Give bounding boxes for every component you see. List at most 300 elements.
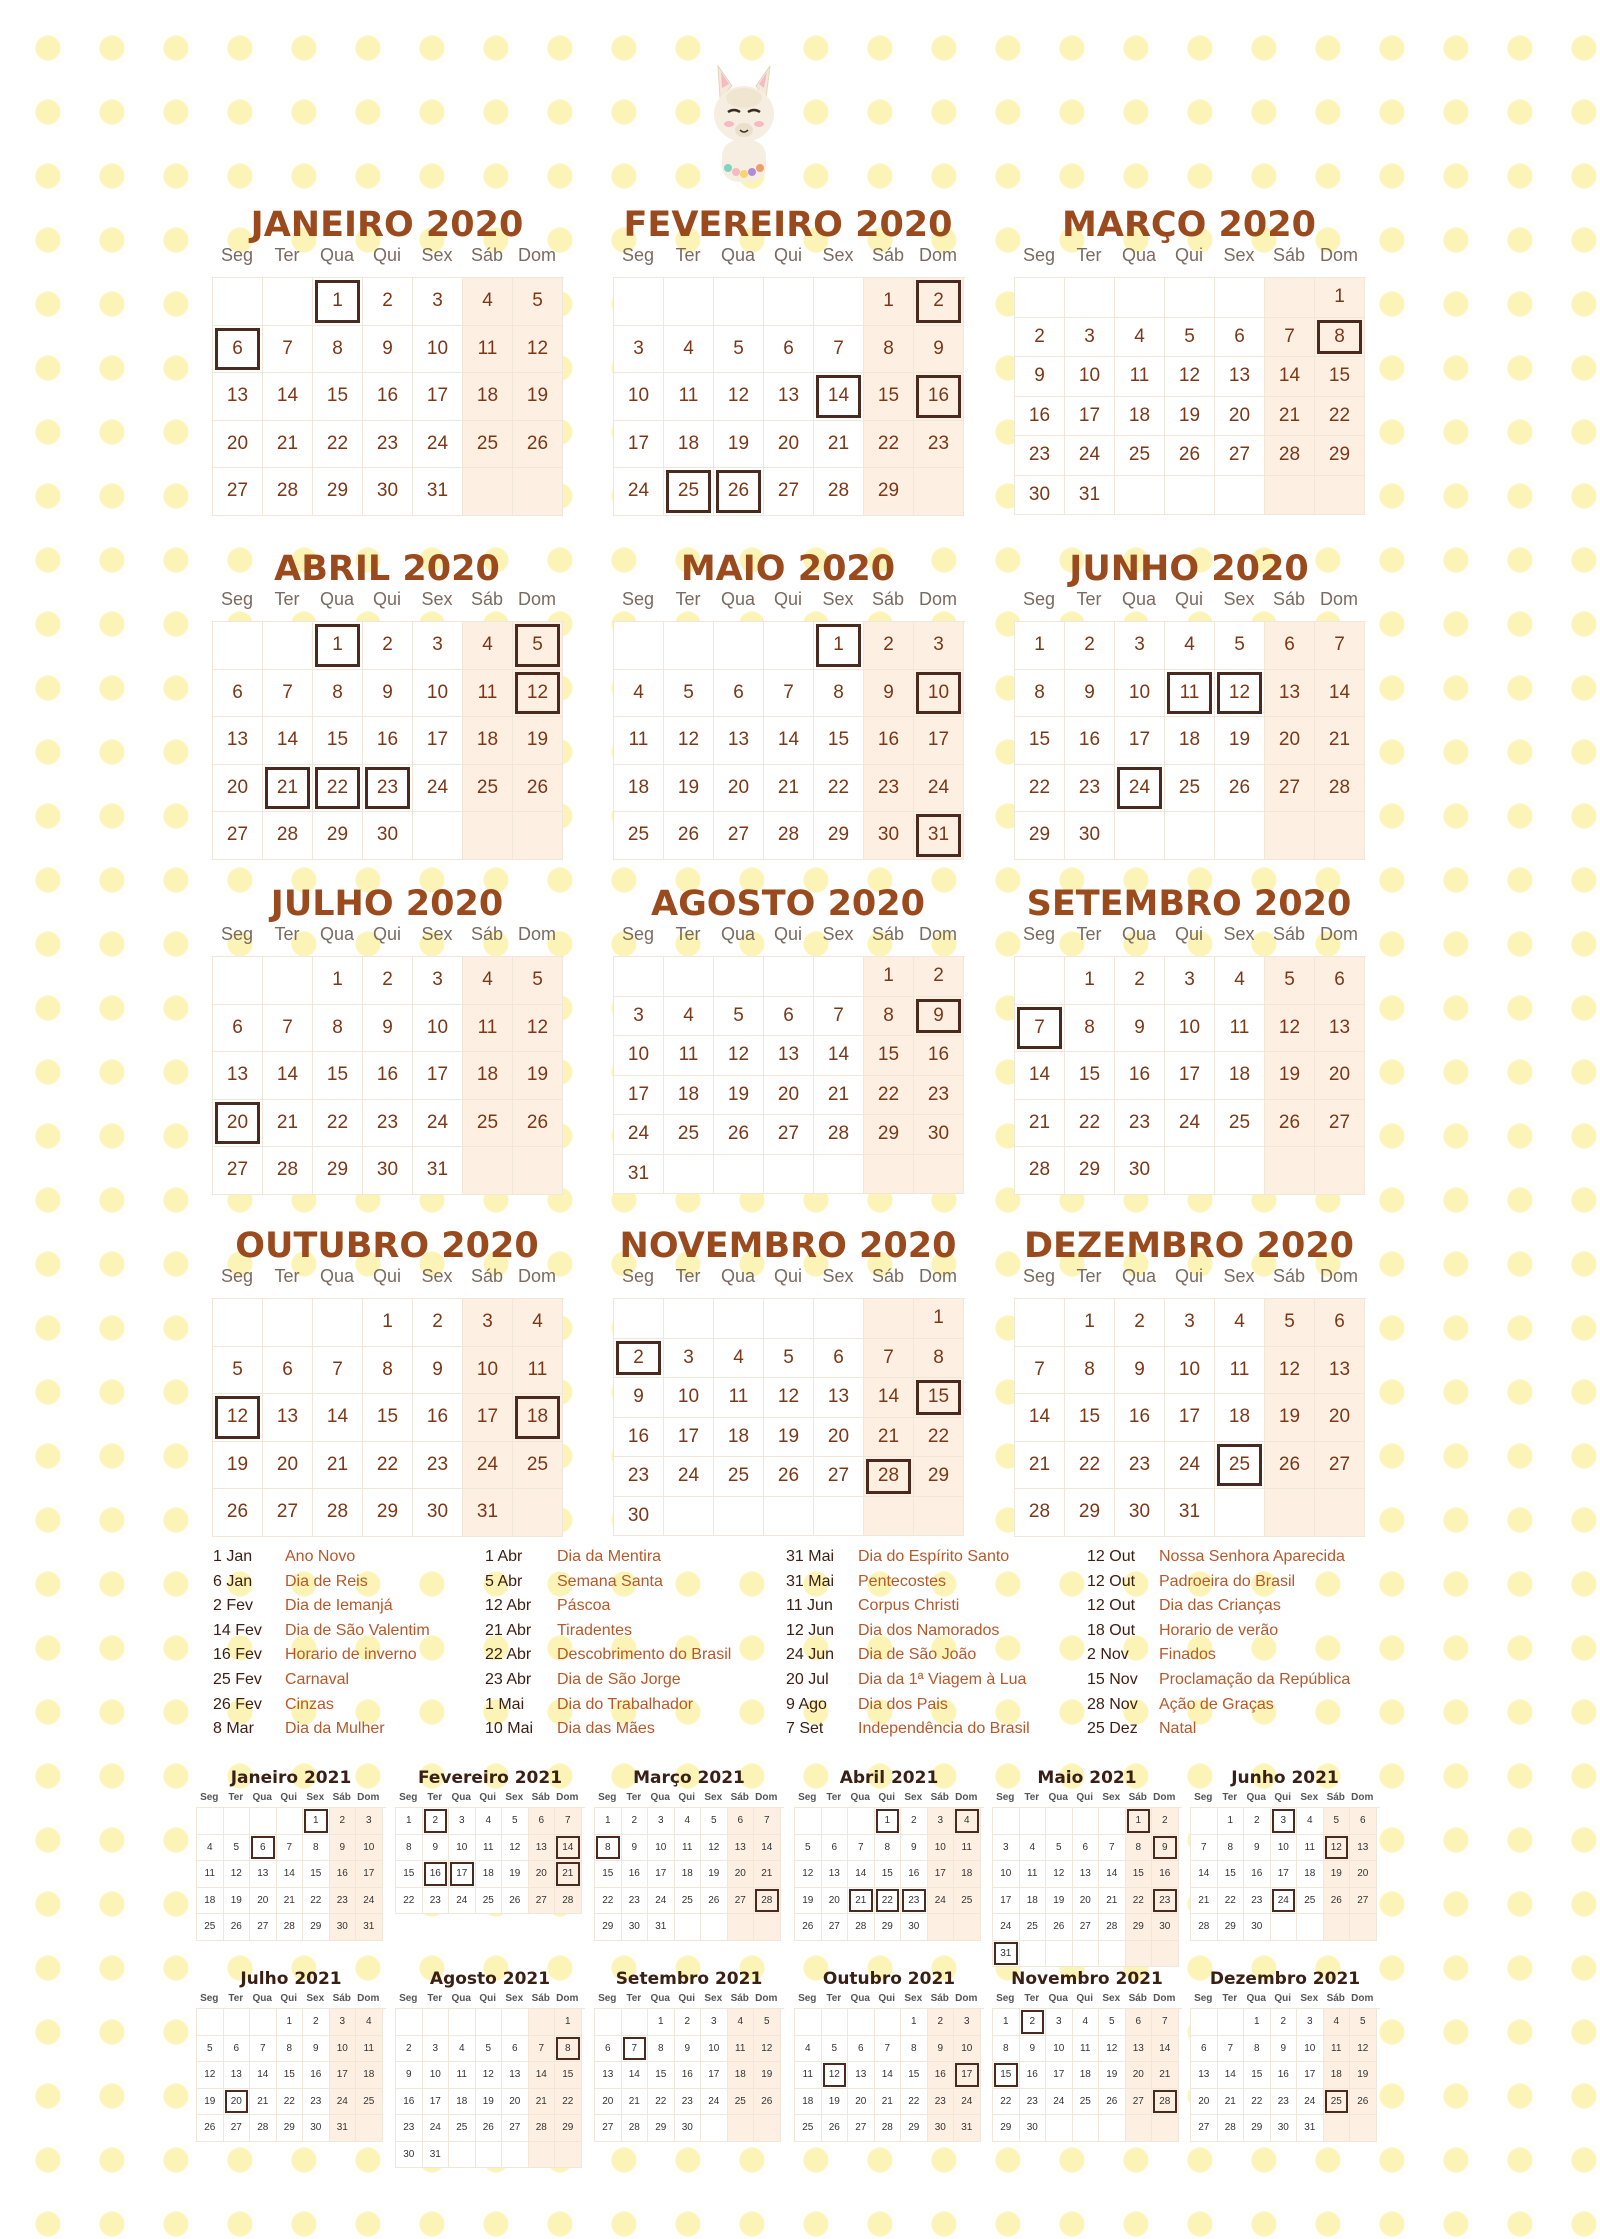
weekday-label: Ter	[675, 245, 701, 265]
day-cell: 5	[714, 326, 764, 374]
day-cell: 23	[1244, 1888, 1271, 1915]
holiday-row	[786, 1545, 1066, 1570]
month-title: JUNHO 2020	[1069, 549, 1309, 589]
day-cell: 6	[1350, 1808, 1377, 1835]
holiday-name: Tiradentes	[557, 1621, 632, 1639]
day-grid	[594, 1807, 784, 1941]
empty-day-cell	[1126, 2115, 1153, 2142]
holiday-name: Semana Santa	[557, 1572, 663, 1590]
day-cell: 28	[1265, 436, 1315, 476]
empty-day-cell	[614, 622, 664, 670]
month-title: Outubro 2021	[822, 1969, 956, 1989]
day-cell: 18	[463, 717, 513, 765]
day-cell: 23	[914, 421, 964, 469]
day-cell: 19	[513, 1052, 563, 1100]
empty-day-cell	[1165, 278, 1215, 318]
weekday-label: Qui	[878, 1792, 896, 1803]
day-cell: 20	[1350, 1861, 1377, 1888]
empty-day-cell	[714, 1497, 764, 1537]
empty-day-cell	[1265, 812, 1315, 860]
holiday-row	[1087, 1594, 1367, 1619]
highlighted-day-cell: 21	[848, 1888, 875, 1915]
holiday-row	[213, 1668, 493, 1693]
weekday-label: Sáb	[470, 924, 504, 944]
empty-day-cell	[277, 1808, 304, 1835]
day-cell: 22	[864, 421, 914, 469]
day-cell: 6	[595, 2036, 622, 2063]
weekday-label: Sex	[306, 1792, 325, 1803]
empty-day-cell	[993, 1808, 1020, 1835]
day-grid	[613, 621, 965, 860]
day-cell: 21	[622, 2089, 649, 2116]
day-cell: 15	[1244, 2062, 1271, 2089]
day-cell: 14	[1152, 2036, 1179, 2063]
day-cell: 18	[197, 1888, 224, 1915]
day-cell: 10	[993, 1861, 1020, 1888]
day-cell: 29	[313, 468, 363, 516]
day-cell: 26	[1099, 2089, 1126, 2116]
empty-day-cell	[764, 1497, 814, 1537]
day-cell: 29	[1065, 1489, 1115, 1537]
weekday-label: Qui	[479, 1792, 497, 1803]
highlighted-day-cell: 2	[614, 1339, 664, 1379]
day-cell: 4	[463, 622, 513, 670]
day-cell: 23	[413, 1442, 463, 1490]
day-cell: 12	[476, 2062, 503, 2089]
day-cell: 1	[277, 2009, 304, 2036]
empty-day-cell	[502, 2009, 529, 2036]
day-cell: 11	[795, 2062, 822, 2089]
highlighted-day-cell: 20	[213, 1100, 263, 1148]
day-cell: 25	[197, 1914, 224, 1941]
weekday-label: Ter	[427, 1792, 443, 1803]
day-cell: 9	[363, 670, 413, 718]
day-cell: 20	[1265, 717, 1315, 765]
day-cell: 27	[1126, 2089, 1153, 2116]
day-cell: 1	[1015, 622, 1065, 670]
day-cell: 5	[1265, 1299, 1315, 1347]
day-cell: 15	[864, 1036, 914, 1076]
weekday-label: Ter	[1076, 589, 1102, 609]
day-cell: 29	[277, 2115, 304, 2142]
day-cell: 14	[1315, 670, 1365, 718]
day-cell: 11	[463, 326, 513, 374]
day-cell: 14	[848, 1861, 875, 1888]
month-calendar	[395, 1968, 585, 2168]
weekday-header	[992, 1992, 1182, 2006]
empty-day-cell	[197, 1808, 224, 1835]
holiday-name: Carnaval	[285, 1670, 350, 1688]
day-cell: 30	[330, 1914, 357, 1941]
day-cell: 4	[795, 2036, 822, 2063]
day-cell: 13	[213, 717, 263, 765]
day-cell: 13	[822, 1861, 849, 1888]
day-cell: 19	[213, 1442, 263, 1490]
day-cell: 17	[423, 2089, 450, 2116]
day-cell: 11	[1297, 1835, 1324, 1862]
day-cell: 20	[595, 2089, 622, 2116]
weekday-label: Ter	[1024, 1993, 1040, 2004]
day-cell: 11	[463, 670, 513, 718]
highlighted-day-cell: 20	[224, 2089, 251, 2116]
llama-logo	[700, 58, 790, 188]
day-cell: 8	[1244, 2036, 1271, 2063]
day-cell: 28	[1191, 1914, 1218, 1941]
day-grid	[1014, 277, 1366, 515]
month-title: AGOSTO 2020	[650, 884, 925, 924]
day-cell: 28	[622, 2115, 649, 2142]
day-cell: 3	[1165, 1299, 1215, 1347]
weekday-label: Sáb	[871, 245, 905, 265]
day-cell: 12	[1165, 357, 1215, 397]
day-cell: 13	[1215, 357, 1265, 397]
day-cell: 19	[764, 1418, 814, 1458]
highlighted-day-cell: 31	[993, 1941, 1020, 1968]
holiday-date: 20 Jul	[786, 1670, 829, 1688]
day-cell: 3	[914, 622, 964, 670]
day-cell: 20	[213, 421, 263, 469]
holiday-date: 31 Mai	[786, 1572, 835, 1590]
month-title: SETEMBRO 2020	[1026, 884, 1352, 924]
day-cell: 31	[1165, 1489, 1215, 1537]
month-calendar	[611, 205, 965, 516]
day-cell: 19	[197, 2089, 224, 2116]
day-cell: 10	[413, 1005, 463, 1053]
empty-day-cell	[1165, 476, 1215, 516]
empty-day-cell	[1046, 2115, 1073, 2142]
day-cell: 21	[1152, 2062, 1179, 2089]
day-cell: 4	[476, 1808, 503, 1835]
weekday-label: Qua	[1121, 589, 1157, 609]
day-cell: 26	[513, 765, 563, 813]
empty-day-cell	[764, 957, 814, 997]
day-cell: 22	[1065, 1100, 1115, 1148]
empty-day-cell	[1315, 1147, 1365, 1195]
day-cell: 21	[814, 421, 864, 469]
weekday-label: Qua	[1121, 1266, 1157, 1286]
holiday-row	[1087, 1545, 1367, 1570]
holiday-column	[213, 1545, 493, 1742]
weekday-label: Ter	[826, 1792, 842, 1803]
day-cell: 5	[764, 1339, 814, 1379]
highlighted-day-cell: 23	[1152, 1888, 1179, 1915]
day-cell: 22	[864, 1076, 914, 1116]
weekday-label: Seg	[598, 1792, 617, 1803]
empty-day-cell	[476, 2142, 503, 2169]
day-cell: 5	[1099, 2009, 1126, 2036]
holiday-name: Cinzas	[285, 1695, 334, 1713]
holiday-name: Dia da Mentira	[557, 1548, 662, 1565]
day-cell: 27	[1350, 1888, 1377, 1915]
day-cell: 27	[250, 1914, 277, 1941]
day-cell: 1	[864, 278, 914, 326]
holiday-row	[485, 1570, 765, 1595]
highlighted-day-cell: 25	[1324, 2089, 1351, 2116]
holiday-date: 8 Mar	[213, 1720, 254, 1738]
day-cell: 21	[764, 765, 814, 813]
weekday-label: Seg	[798, 1792, 817, 1803]
highlighted-day-cell: 24	[1271, 1888, 1298, 1915]
empty-day-cell	[1215, 476, 1265, 516]
empty-day-cell	[263, 278, 313, 326]
day-cell: 3	[614, 997, 664, 1037]
weekday-header	[1014, 1266, 1366, 1286]
month-title: Janeiro 2021	[230, 1768, 352, 1788]
day-cell: 24	[1165, 1442, 1215, 1490]
holiday-name: Dia de Reis	[285, 1572, 368, 1590]
day-cell: 20	[1073, 1888, 1100, 1915]
day-cell: 14	[529, 2062, 556, 2089]
day-cell: 11	[675, 1835, 702, 1862]
weekday-label: Sáb	[1128, 1792, 1147, 1803]
weekday-label: Sex	[822, 589, 854, 609]
day-cell: 8	[313, 326, 363, 374]
day-grid	[196, 2008, 386, 2142]
weekday-label: Dom	[517, 245, 556, 265]
weekday-label: Qua	[1121, 245, 1157, 265]
day-cell: 18	[1020, 1888, 1047, 1915]
highlighted-day-cell: 11	[1165, 670, 1215, 718]
empty-day-cell	[664, 278, 714, 326]
day-cell: 18	[1115, 397, 1165, 437]
empty-day-cell	[614, 278, 664, 326]
weekday-label: Ter	[1222, 1993, 1238, 2004]
day-cell: 4	[1073, 2009, 1100, 2036]
day-cell: 6	[1073, 1835, 1100, 1862]
weekday-label: Sáb	[470, 589, 504, 609]
day-cell: 9	[396, 2062, 423, 2089]
weekday-label: Qui	[1174, 245, 1203, 265]
weekday-label: Sex	[1300, 1792, 1319, 1803]
holiday-row	[485, 1619, 765, 1644]
empty-day-cell	[1099, 2115, 1126, 2142]
day-cell: 3	[664, 1339, 714, 1379]
weekday-label: Qui	[479, 1993, 497, 2004]
weekday-label: Qua	[319, 245, 355, 265]
day-cell: 22	[277, 2089, 304, 2116]
day-cell: 7	[277, 1835, 304, 1862]
weekday-label: Dom	[955, 1993, 978, 2004]
day-cell: 20	[1215, 397, 1265, 437]
day-cell: 22	[1126, 1888, 1153, 1915]
empty-day-cell	[250, 1808, 277, 1835]
weekday-label: Seg	[399, 1993, 418, 2004]
day-cell: 20	[263, 1442, 313, 1490]
weekday-label: Dom	[755, 1792, 778, 1803]
day-cell: 28	[1015, 1147, 1065, 1195]
weekday-header	[395, 1791, 585, 1805]
weekday-label: Qui	[1174, 1266, 1203, 1286]
day-cell: 17	[463, 1394, 513, 1442]
day-cell: 8	[901, 2036, 928, 2063]
day-cell: 20	[714, 765, 764, 813]
empty-day-cell	[954, 1914, 981, 1941]
month-calendar	[395, 1767, 585, 1914]
day-cell: 20	[848, 2089, 875, 2116]
day-cell: 6	[1191, 2036, 1218, 2063]
empty-day-cell	[1297, 1914, 1324, 1941]
day-cell: 25	[675, 1888, 702, 1915]
day-cell: 31	[463, 1489, 513, 1537]
empty-day-cell	[664, 1299, 714, 1339]
weekday-label: Qui	[678, 1792, 696, 1803]
day-cell: 18	[1215, 1052, 1265, 1100]
holiday-row	[1087, 1570, 1367, 1595]
day-cell: 5	[1350, 2009, 1377, 2036]
day-cell: 12	[1350, 2036, 1377, 2063]
empty-day-cell	[1046, 1941, 1073, 1968]
highlighted-day-cell: 12	[213, 1394, 263, 1442]
day-cell: 24	[413, 1100, 463, 1148]
day-cell: 7	[1218, 2036, 1245, 2063]
day-cell: 19	[714, 1076, 764, 1116]
month-title: Fevereiro 2021	[417, 1768, 563, 1788]
day-cell: 14	[864, 1378, 914, 1418]
day-cell: 9	[1020, 2036, 1047, 2063]
day-cell: 26	[1265, 1100, 1315, 1148]
day-cell: 1	[1065, 957, 1115, 1005]
weekday-label: Qui	[1274, 1792, 1292, 1803]
empty-day-cell	[213, 278, 263, 326]
day-cell: 21	[529, 2089, 556, 2116]
day-cell: 7	[263, 1005, 313, 1053]
day-cell: 23	[1015, 436, 1065, 476]
day-cell: 8	[875, 1835, 902, 1862]
weekday-label: Qua	[451, 1993, 471, 2004]
day-cell: 16	[928, 2062, 955, 2089]
weekday-label: Dom	[1319, 1266, 1358, 1286]
day-cell: 22	[303, 1888, 330, 1915]
empty-day-cell	[1271, 1914, 1298, 1941]
day-cell: 16	[363, 373, 413, 421]
day-cell: 4	[1297, 1808, 1324, 1835]
day-cell: 22	[1244, 2089, 1271, 2116]
day-cell: 10	[356, 1835, 383, 1862]
highlighted-day-cell: 28	[1152, 2089, 1179, 2116]
day-cell: 19	[513, 717, 563, 765]
empty-day-cell	[502, 2142, 529, 2169]
weekday-label: Ter	[1024, 1792, 1040, 1803]
month-calendar	[210, 1226, 564, 1537]
highlighted-day-cell: 18	[513, 1394, 563, 1442]
day-cell: 9	[1065, 670, 1115, 718]
day-grid	[212, 277, 564, 516]
day-cell: 15	[648, 2062, 675, 2089]
day-cell: 24	[449, 1888, 476, 1915]
day-cell: 29	[595, 1914, 622, 1941]
holiday-row	[786, 1619, 1066, 1644]
day-cell: 4	[449, 2036, 476, 2063]
day-cell: 19	[502, 1861, 529, 1888]
day-cell: 26	[1324, 1888, 1351, 1915]
day-cell: 7	[764, 670, 814, 718]
day-cell: 28	[875, 2115, 902, 2142]
day-cell: 10	[330, 2036, 357, 2063]
day-cell: 30	[1152, 1914, 1179, 1941]
highlighted-day-cell: 28	[754, 1888, 781, 1915]
day-cell: 7	[864, 1339, 914, 1379]
day-cell: 15	[396, 1861, 423, 1888]
highlighted-day-cell: 2	[423, 1808, 450, 1835]
holiday-date: 15 Nov	[1087, 1670, 1138, 1688]
day-cell: 23	[1065, 765, 1115, 813]
empty-day-cell	[513, 812, 563, 860]
day-cell: 27	[1191, 2115, 1218, 2142]
day-cell: 5	[513, 278, 563, 326]
day-cell: 26	[714, 1115, 764, 1155]
weekday-label: Seg	[220, 245, 254, 265]
weekday-label: Qua	[720, 924, 756, 944]
day-cell: 12	[764, 1378, 814, 1418]
empty-day-cell	[513, 1489, 563, 1537]
day-cell: 15	[595, 1861, 622, 1888]
empty-day-cell	[1099, 1808, 1126, 1835]
empty-day-cell	[764, 278, 814, 326]
day-cell: 15	[363, 1394, 413, 1442]
holiday-date: 1 Abr	[485, 1548, 523, 1565]
day-cell: 9	[363, 1005, 413, 1053]
holiday-date: 26 Fev	[213, 1695, 262, 1713]
day-cell: 23	[675, 2089, 702, 2116]
day-cell: 23	[914, 1076, 964, 1116]
empty-day-cell	[822, 1808, 849, 1835]
day-cell: 20	[1315, 1394, 1365, 1442]
day-cell: 13	[764, 373, 814, 421]
holiday-name: Nossa Senhora Aparecida	[1159, 1548, 1345, 1565]
day-cell: 14	[1218, 2062, 1245, 2089]
day-cell: 13	[213, 1052, 263, 1100]
highlighted-day-cell: 22	[313, 765, 363, 813]
empty-day-cell	[1265, 278, 1315, 318]
day-cell: 15	[555, 2062, 582, 2089]
day-cell: 28	[263, 812, 313, 860]
weekday-label: Ter	[228, 1792, 244, 1803]
day-cell: 13	[529, 1835, 556, 1862]
day-cell: 18	[1215, 1394, 1265, 1442]
day-cell: 6	[1215, 318, 1265, 358]
day-cell: 21	[263, 1100, 313, 1148]
day-cell: 17	[1271, 1861, 1298, 1888]
empty-day-cell	[449, 2142, 476, 2169]
day-cell: 11	[1073, 2036, 1100, 2063]
holiday-column	[485, 1545, 765, 1742]
empty-day-cell	[413, 812, 463, 860]
weekday-label: Sáb	[470, 245, 504, 265]
weekday-label: Qua	[1121, 924, 1157, 944]
holiday-row	[786, 1668, 1066, 1693]
empty-day-cell	[213, 957, 263, 1005]
day-cell: 24	[1046, 2089, 1073, 2116]
weekday-label: Sex	[306, 1993, 325, 2004]
day-cell: 21	[313, 1442, 363, 1490]
empty-day-cell	[263, 1299, 313, 1347]
day-cell: 22	[1065, 1442, 1115, 1490]
day-grid	[794, 2008, 984, 2142]
highlighted-day-cell: 21	[555, 1861, 582, 1888]
weekday-label: Sex	[1223, 1266, 1255, 1286]
weekday-header	[613, 245, 965, 265]
day-cell: 27	[213, 468, 263, 516]
holiday-row	[213, 1545, 493, 1570]
weekday-label: Qua	[319, 589, 355, 609]
weekday-label: Ter	[1076, 245, 1102, 265]
weekday-label: Sáb	[730, 1792, 749, 1803]
empty-day-cell	[1015, 278, 1065, 318]
day-cell: 24	[413, 765, 463, 813]
day-cell: 5	[502, 1808, 529, 1835]
day-cell: 17	[1065, 397, 1115, 437]
day-cell: 8	[864, 997, 914, 1037]
